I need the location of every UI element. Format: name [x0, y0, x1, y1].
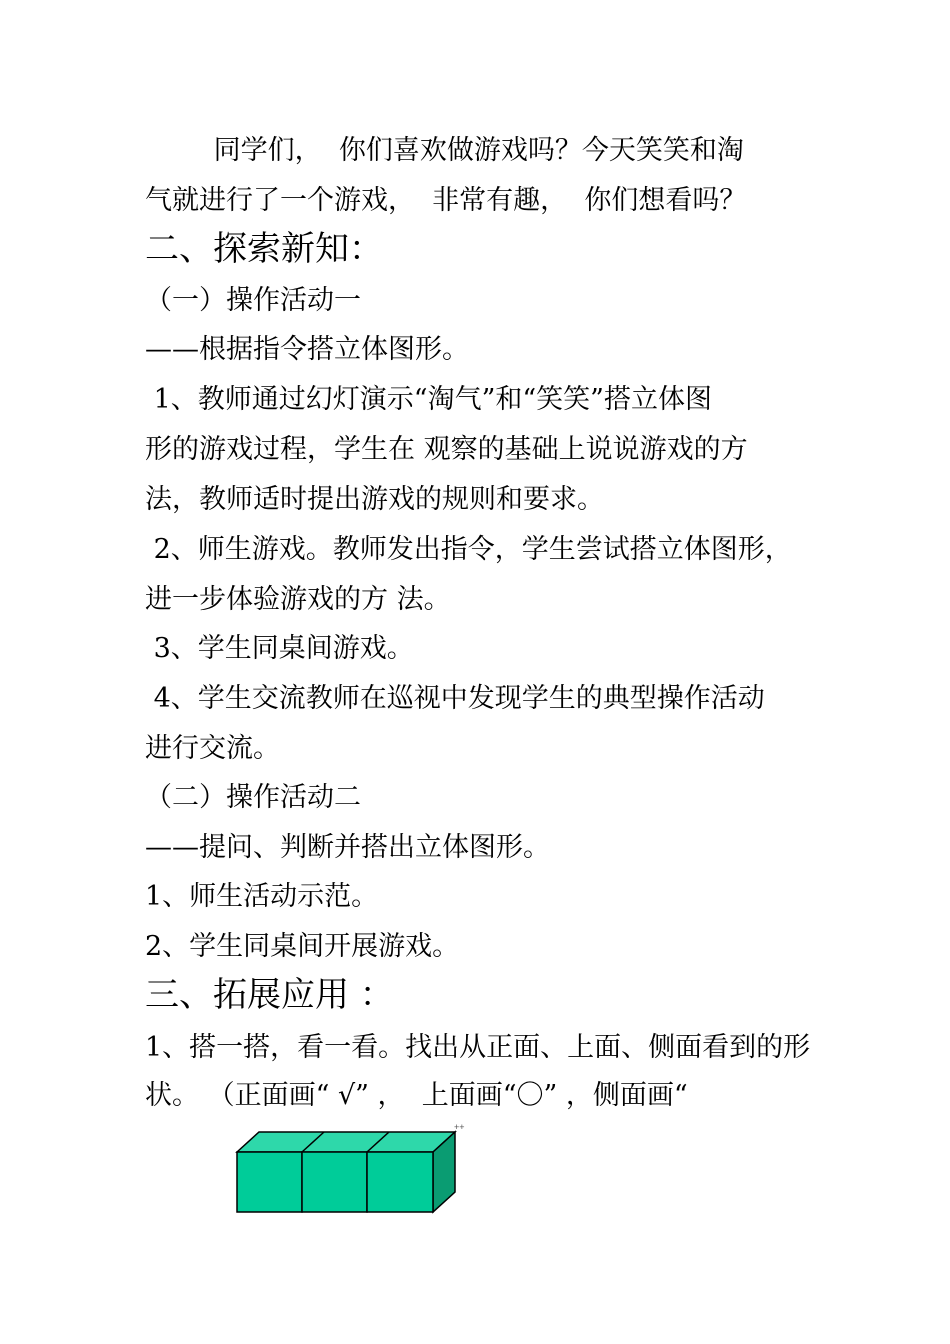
- cube-front-2: [302, 1152, 367, 1212]
- apply-item-1-line-1: 1、搭一搭，看一看。找出从正面、上面、侧面看到的形: [145, 1032, 811, 1063]
- activity-one-item-3: 3、学生同桌间游戏。: [145, 633, 414, 664]
- cube-front-1: [237, 1152, 302, 1212]
- apply-item-1-line-2: 状。 （正面画“ √” ， 上面画“〇” ，侧面画“: [145, 1080, 688, 1111]
- section-heading-explore: 二、探索新知：: [145, 229, 383, 269]
- activity-one-item-1-line-2: 形的游戏过程，学生在 观察的基础上说说游戏的方: [145, 434, 748, 465]
- activity-two-title: （二）操作活动二: [145, 782, 361, 813]
- activity-one-title: （一）操作活动一: [145, 285, 361, 316]
- activity-two-item-2: 2、学生同桌间开展游戏。: [145, 931, 460, 962]
- intro-line-2: 气就进行了一个游戏， 非常有趣， 你们想看吗？: [145, 185, 747, 216]
- intro-line-1: 同学们， 你们喜欢做游戏吗？今天笑笑和淘: [145, 135, 744, 166]
- activity-one-item-2-line-1: 2、师生游戏。教师发出指令，学生尝试搭立体图形，: [145, 534, 792, 565]
- section-heading-apply: 三、拓展应用 ：: [145, 975, 394, 1015]
- activity-one-subtitle: ——根据指令搭立体图形。: [145, 334, 469, 365]
- activity-two-item-1: 1、师生活动示范。: [145, 881, 379, 912]
- cube-top-face: [237, 1132, 455, 1152]
- cube-row-figure: [230, 1120, 480, 1220]
- activity-one-item-4-line-2: 进行交流。: [145, 733, 280, 764]
- figure-mark: ++: [454, 1122, 465, 1132]
- activity-one-item-2-line-2: 进一步体验游戏的方 法。: [145, 584, 451, 615]
- activity-two-subtitle: ——提问、判断并搭出立体图形。: [145, 832, 550, 863]
- activity-one-item-1-line-1: 1、教师通过幻灯演示“淘气”和“笑笑”搭立体图: [145, 384, 712, 415]
- activity-one-item-1-line-3: 法，教师适时提出游戏的规则和要求。: [145, 484, 604, 515]
- cube-front-3: [367, 1152, 433, 1212]
- activity-one-item-4-line-1: 4、学生交流教师在巡视中发现学生的典型操作活动: [145, 683, 765, 714]
